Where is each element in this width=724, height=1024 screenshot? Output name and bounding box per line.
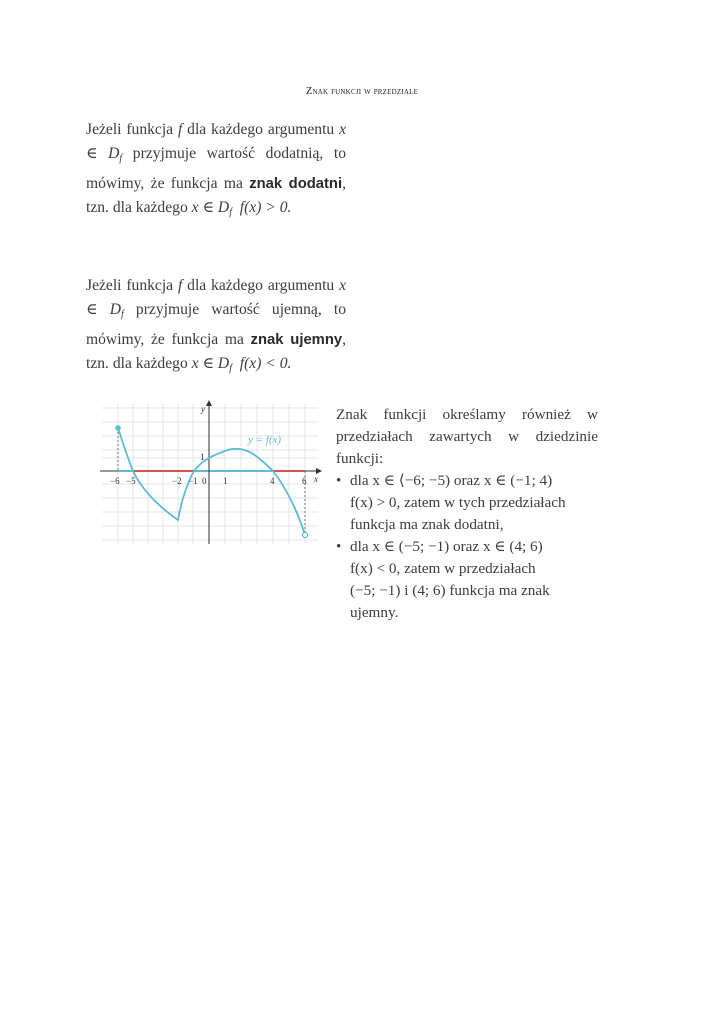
math-domain: x ∈ D [86, 121, 346, 163]
term-positive: znak dodatni [249, 175, 343, 192]
math-sub: f [120, 309, 124, 321]
page-title: Znak funkcji w przedziale [305, 86, 419, 97]
term-negative: znak ujemny [250, 331, 343, 348]
list-line: dla x ∈ (−5; −1) oraz x ∈ (4; 6) [350, 538, 543, 555]
x-tick-label: −6 [110, 476, 120, 486]
math-sub: f [119, 153, 123, 165]
text: Jeżeli funkcja [86, 277, 174, 294]
axis-label-y: y [201, 404, 205, 414]
intro-text: Znak funkcji określamy również w przedziałach zawartych w dziedzinie funkcji: [336, 406, 598, 467]
open-endpoint [302, 532, 307, 537]
list-line: dla x ∈ ⟨−6; −5) oraz x ∈ (−1; 4) [350, 472, 553, 489]
y-tick-label: 1 [200, 452, 205, 462]
closed-endpoint [115, 425, 121, 431]
x-tick-label: −1 [188, 476, 198, 486]
interval-list [336, 470, 598, 624]
axis-label-x: x [314, 474, 318, 484]
definition-positive [86, 118, 346, 225]
x-tick-label: 4 [270, 476, 275, 486]
x-tick-label: −2 [172, 476, 182, 486]
math-domain: x ∈ D [191, 354, 230, 372]
list-line: f(x) < 0, zatem w przedziałach [350, 560, 536, 577]
text: Jeżeli funkcja [86, 121, 174, 138]
x-tick-label: 1 [223, 476, 228, 486]
list-item [336, 470, 598, 536]
text: przyjmuje wartość ujemną, to mówimy, że funkcja ma [86, 301, 347, 348]
math-condition: f(x) > 0. [239, 198, 292, 216]
text: dla każdego argumentu [187, 121, 335, 138]
interval-explanation [336, 404, 598, 624]
definition-negative [86, 274, 346, 381]
math-domain: x ∈ D [86, 277, 346, 319]
curve-label: y = f(x) [248, 434, 282, 446]
bullet-icon: • [336, 538, 342, 555]
math-condition: f(x) < 0. [239, 354, 292, 372]
math-sub: f [229, 362, 232, 374]
list-line: funkcja ma znak dodatni, [350, 516, 504, 533]
function-graph [98, 398, 326, 548]
bullet-icon: • [336, 472, 342, 489]
list-line: f(x) > 0, zatem w tych przedziałach [350, 494, 566, 511]
x-tick-label: 6 [302, 476, 307, 486]
math-domain: x ∈ D [191, 198, 230, 216]
list-item [336, 536, 598, 624]
y-axis-arrow [206, 400, 212, 406]
text: , tzn. dla każdego [86, 330, 347, 372]
text: przyjmuje wartość dodatnią, to mówimy, że funkcja ma [86, 145, 346, 192]
math-sub: f [229, 206, 232, 218]
text: , tzn. dla każdego [86, 174, 346, 216]
x-tick-label: −5 [126, 476, 136, 486]
text: dla każdego argumentu [187, 277, 335, 294]
math-f: f [177, 277, 183, 294]
list-line: (−5; −1) i (4; 6) funkcja ma znak ujemny. [350, 582, 550, 621]
math-f: f [177, 121, 183, 138]
x-tick-label: 0 [202, 476, 207, 486]
